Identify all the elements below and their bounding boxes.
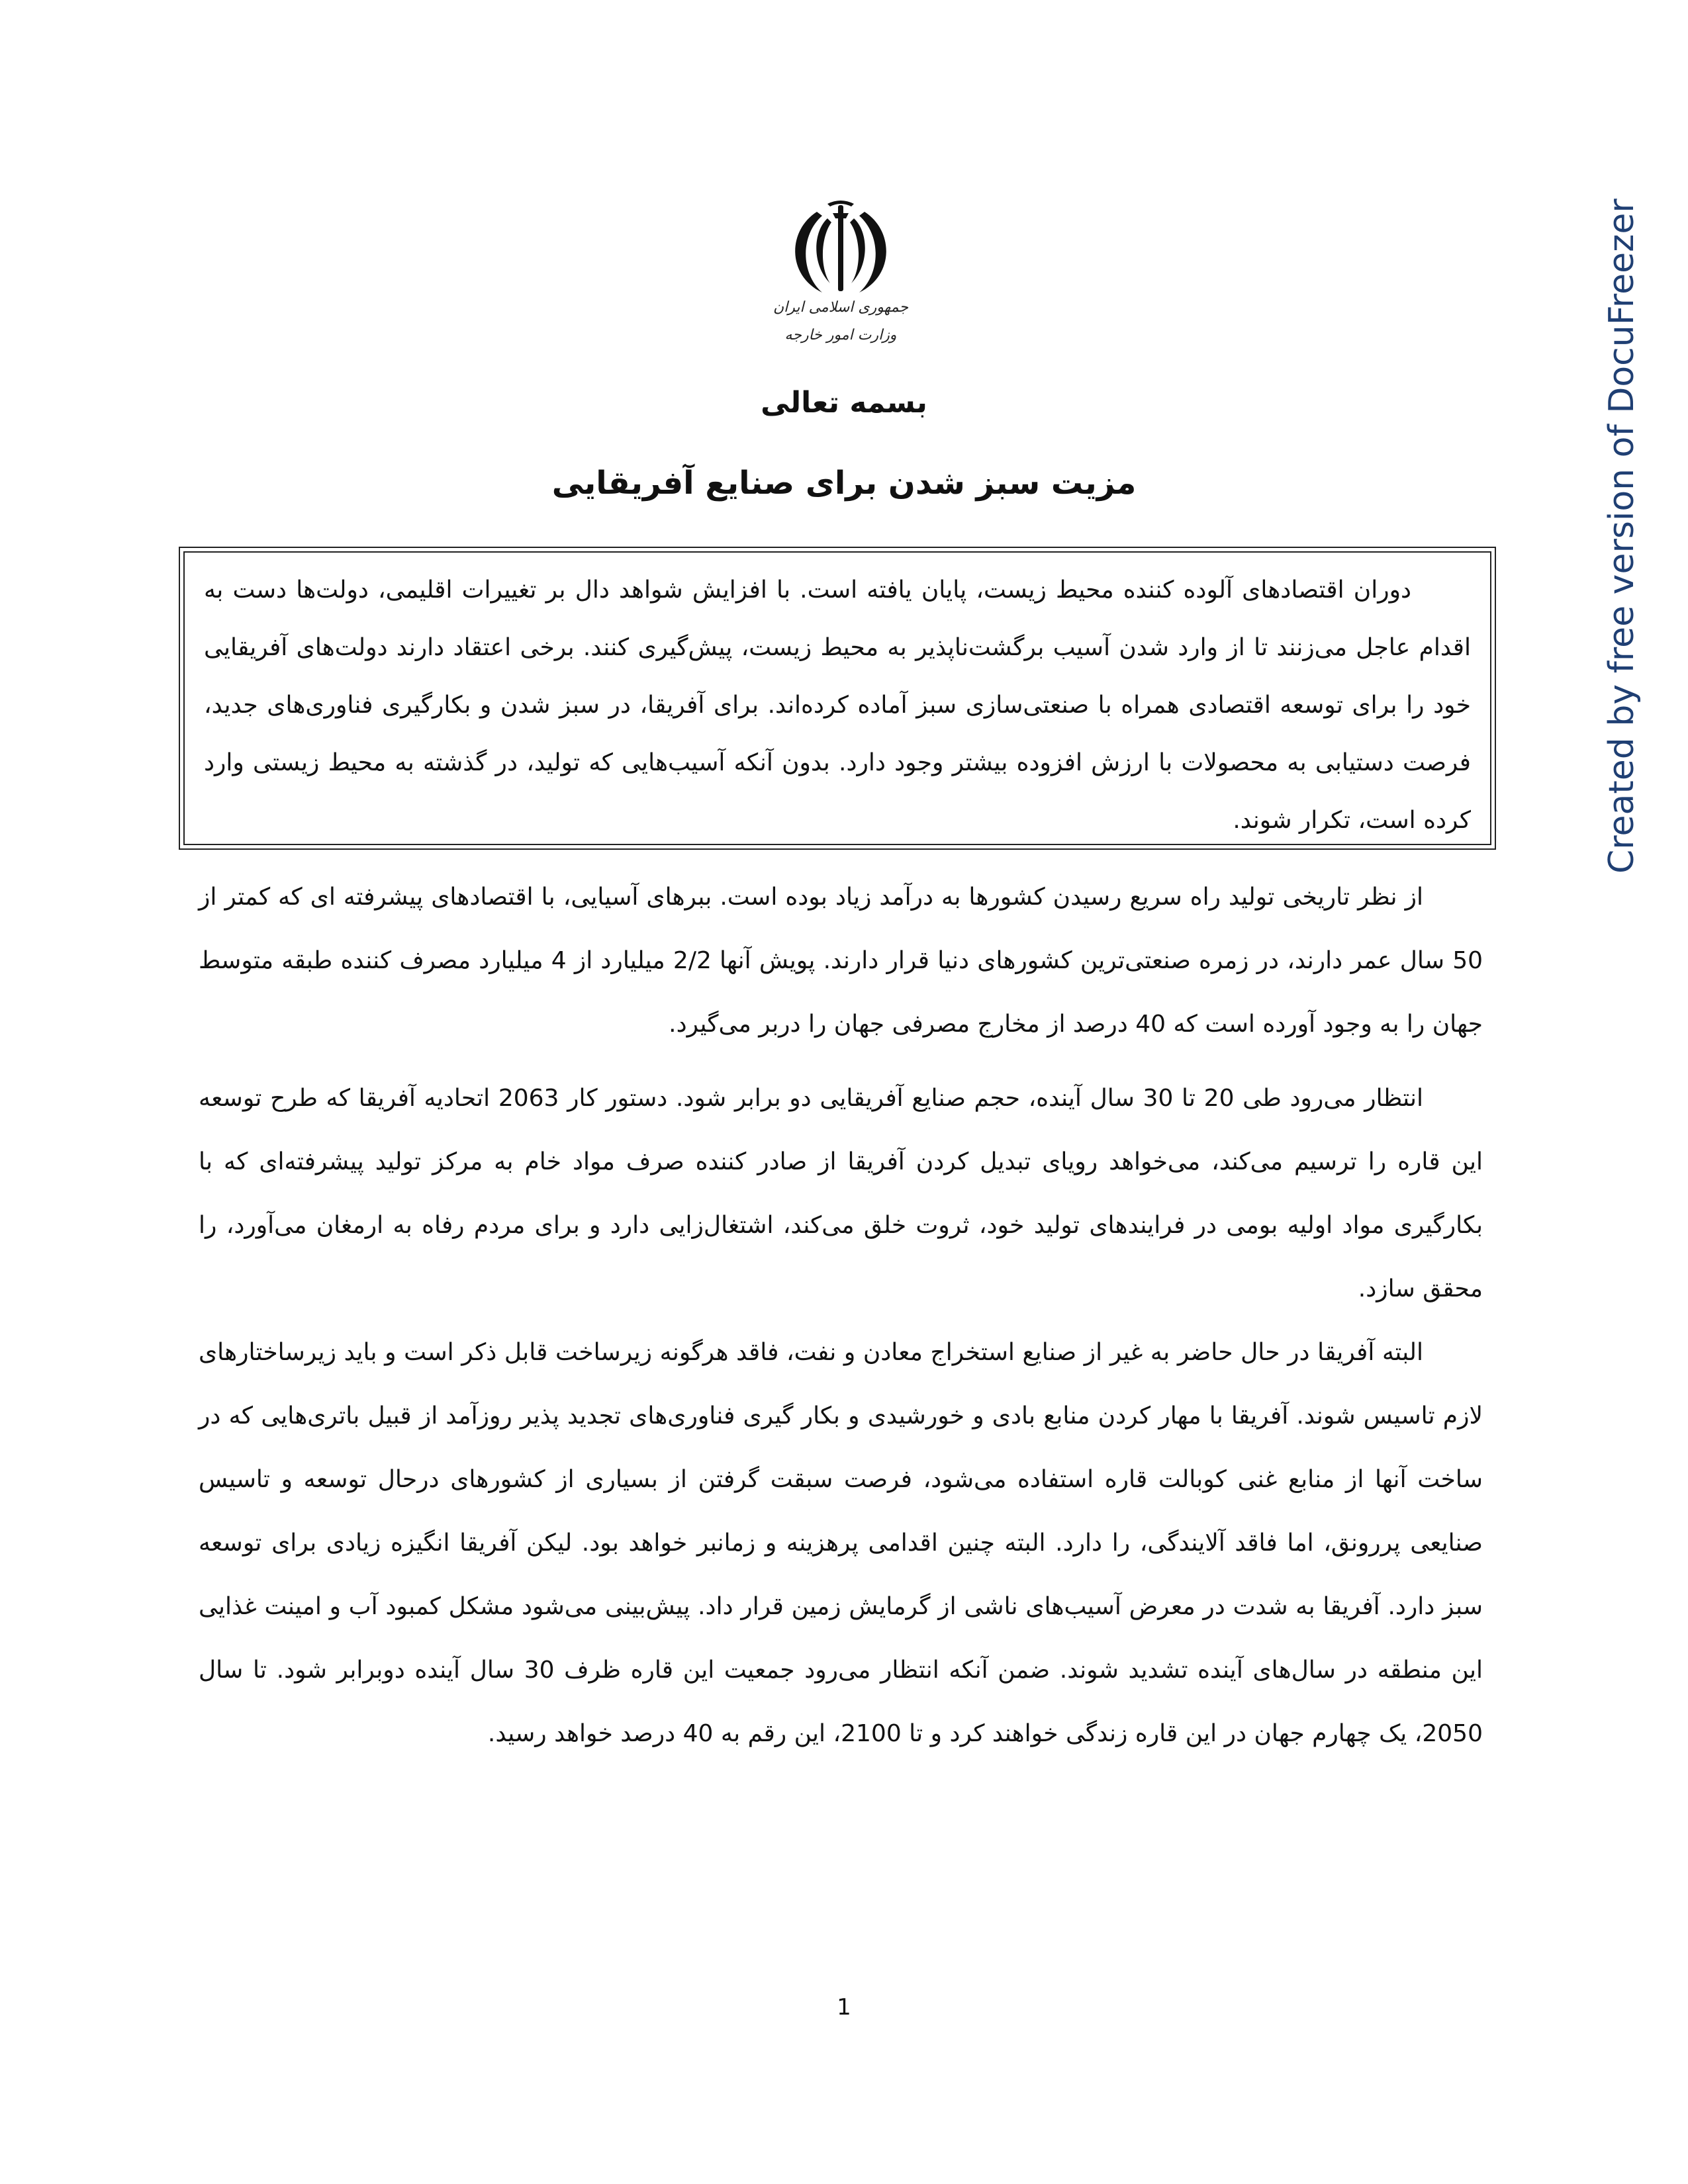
- letterhead-country: جمهوری اسلامی ایران: [773, 299, 909, 316]
- document-title: مزیت سبز شدن برای صنایع آفریقایی: [551, 465, 1137, 502]
- watermark-text: Created by free version of DocuFreezer: [1602, 199, 1642, 874]
- page-number: 1: [837, 1994, 851, 2021]
- paragraph-1: از نظر تاریخی تولید راه سریع رسیدن کشورها به درآمد زیاد بوده است. ببرهای آسیایی، با اقتصادهای پیشرفته ای که کمتر از 50 سال عمر دارند، در زمره صنعتی‌ترین کشورهای دنیا قرار دارند. پویش آنها 2/2 میلیارد از 4 میلیارد مصرف کننده طبقه متوسط جهان را به وجود آورده است که 40 درصد از مخارج مصرفی جهان را دربر می‌گیرد.: [199, 884, 1483, 1038]
- paragraph-2: انتظار می‌رود طی 20 تا 30 سال آینده، حجم صنایع آفریقایی دو برابر شود. دستور کار 2063 اتحادیه آفریقا که طرح توسعه این قاره را ترسیم می‌کند، می‌خواهد رویای تبدیل کردن آفریقا از صادر کننده صرف مواد خام به مرکز تولید پیشرفته‌ای که با بکارگیری مواد اولیه بومی در فرایندهای تولید خود، ثروت خلق می‌کند، اشتغال‌زایی دارد و برای مردم رفاه به ارمغان می‌آورد، را محقق سازد.: [199, 1085, 1483, 1302]
- basmala-heading: بسمه تعالی: [761, 386, 927, 420]
- abstract-box: [179, 547, 1496, 850]
- abstract-text: دوران اقتصادهای آلوده کننده محیط زیست، پایان یافته است. با افزایش شواهد دال بر تغییرات اقلیمی، دولت‌ها دست به اقدام عاجل می‌زنند تا از وارد شدن آسیب برگشت‌ناپذیر به محیط زیست، پیش‌گیری کنند. برخی اعتقاد دارند دولت‌های آفریقایی خود را برای توسعه اقتصادی همراه با صنعتی‌سازی سبز آماده کرده‌اند. برای آفریقا، در سبز شدن و بکارگیری فناوری‌های جدید، فرصت دستیابی به محصولات با ارزش افزوده بیشتر وجود دارد. بدون آنکه آسیب‌هایی که تولید، در گذشته به محیط زیستی وارد کرده است، تکرار شوند.: [204, 576, 1471, 834]
- letterhead-ministry: وزارت امور خارجه: [784, 327, 897, 343]
- paragraph-3: البته آفریقا در حال حاضر به غیر از صنایع استخراج معادن و نفت، فاقد هرگونه زیرساخت قابل ذکر است و باید زیرساختارهای لازم تاسیس شوند. آفریقا با مهار کردن منابع بادی و خورشیدی و بکار گیری فناوری‌های تجدید پذیر روزآمد از قبیل باتری‌هایی که در ساخت آنها از منابع غنی کوبالت قاره استفاده می‌شود، فرصت سبقت گرفتن از بسیاری از کشورهای درحال توسعه و تاسیس صنایعی پررونق، اما فاقد آلایندگی، را دارد. البته چنین اقدامی پرهزینه و زمانبر خواهد بود. لیکن آفریقا انگیزه زیادی برای توسعه سبز دارد. آفریقا به شدت در معرض آسیب‌های ناشی از گرمایش زمین قرار داد. پیش‌بینی می‌شود مشکل کمبود آب و امینت غذایی این منطقه در سال‌های آینده تشدید شوند. ضمن آنکه انتظار می‌رود جمعیت این قاره ظرف 30 سال آینده دوبرابر شود. تا سال 2050، یک چهارم جهان در این قاره زندگی خواهند کرد و تا 2100، این رقم به 40 درصد خواهد رسید.: [199, 1339, 1483, 1747]
